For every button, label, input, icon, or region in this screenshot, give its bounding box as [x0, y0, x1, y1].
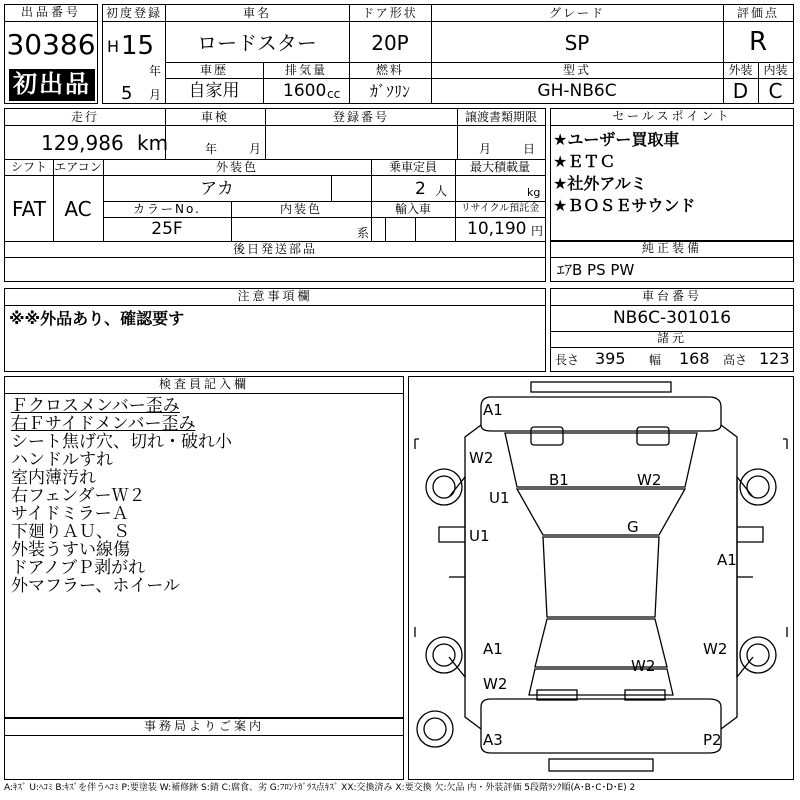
door-label: ドア形状 — [362, 6, 418, 20]
interior-score: C — [768, 79, 783, 103]
model-label: 車名 — [242, 6, 271, 20]
legend-footer: A:ｷｽﾞ U:ﾍｺﾐ B:ｷｽﾞを伴うﾍｺﾐ P:要塗装 W:補修跡 S:錆 C:腐食、劣 G:ﾌﾛﾝﾄｶﾞﾗｽ点ｷｽﾞ XX:交換済み X:要交換 欠:欠品 内・外装評価 5段階ﾗﾝｸ順(A･B･C･D･E) 2 — [4, 783, 636, 793]
displacement-unit: cc — [327, 87, 341, 101]
transfer-month-unit: 月 — [479, 142, 492, 156]
damage-mark: A1 — [483, 401, 503, 419]
damage-mark: U1 — [489, 489, 510, 507]
shift: FAT — [11, 197, 46, 221]
damage-mark: W2 — [631, 657, 656, 675]
equipment-value: ｴｱB PS PW — [557, 261, 635, 279]
fuel: ｶﾞｿﾘﾝ — [369, 82, 410, 101]
mileage-unit: km — [137, 131, 169, 155]
transfer-day-unit: 日 — [523, 142, 536, 156]
inspector-note: 外装うすい線傷 — [11, 540, 130, 560]
chassis-number: NB6C-301016 — [612, 308, 732, 328]
caution-text: ※※外品あり、確認要す — [9, 309, 185, 328]
color-no: 25F — [151, 219, 183, 239]
mileage-label: 走行 — [70, 110, 99, 124]
chassis-box — [550, 288, 794, 372]
width: 168 — [679, 349, 710, 368]
height: 123 — [759, 349, 790, 368]
exterior-label: 外装 — [728, 63, 753, 77]
damage-mark: W2 — [637, 471, 662, 489]
displacement: 1600 — [283, 81, 327, 101]
car-diagram — [409, 377, 793, 779]
history: 自家用 — [188, 81, 240, 101]
model-name: ロードスター — [197, 31, 317, 55]
inspector-note: シート焦げ穴、切れ・破れ小 — [11, 432, 232, 452]
inspector-note: ドアノブＰ剥がれ — [11, 558, 146, 578]
damage-mark: G — [627, 518, 639, 536]
score-label: 評価点 — [736, 6, 779, 20]
later-parts-label: 後日発送部品 — [232, 242, 317, 256]
interior-color-label: 内装色 — [279, 202, 322, 216]
lot-number-box — [4, 4, 98, 104]
inspector-label: 検査員記入欄 — [5, 377, 403, 394]
first-listing-badge — [9, 69, 95, 101]
sales-point-item: ★社外アルミ — [553, 174, 647, 193]
damage-mark: U1 — [469, 527, 490, 545]
damage-mark: A3 — [483, 731, 503, 749]
car-diagram-box — [408, 376, 794, 780]
lot-number-label: 出品番号 — [5, 5, 97, 22]
sales-points-list — [553, 129, 791, 217]
sales-point-item: ★ＢＯＳＥサウンド — [553, 196, 696, 215]
fuel-label: 燃料 — [375, 63, 404, 77]
exterior-color: アカ — [200, 179, 234, 199]
inspection-year-unit: 年 — [205, 142, 218, 156]
aircon-label: エアコン — [54, 160, 102, 174]
inspection-label: 車検 — [200, 110, 229, 124]
vehicle-info-table — [4, 108, 546, 282]
displacement-label: 排気量 — [284, 63, 327, 77]
spec-label: 諸元 — [551, 331, 793, 348]
color-label: 外装色 — [215, 160, 258, 174]
office-label: 事務局よりご案内 — [5, 719, 403, 736]
width-label: 幅 — [649, 353, 662, 367]
damage-mark: B1 — [549, 471, 569, 489]
inspector-note: 室内薄汚れ — [11, 468, 96, 488]
height-label: 高さ — [723, 353, 748, 367]
import-label: 輸入車 — [394, 202, 431, 216]
recycle-unit: 円 — [531, 224, 544, 238]
capacity: 2 — [415, 179, 426, 199]
type-label: 型式 — [562, 63, 591, 77]
overall-score: R — [748, 27, 768, 57]
damage-mark: A1 — [717, 551, 737, 569]
equipment-label: 純正装備 — [551, 241, 793, 258]
chassis-label: 車台番号 — [551, 289, 793, 306]
reg-year: 15 — [121, 31, 155, 61]
era: H — [107, 37, 120, 56]
grade-label: グレード — [548, 6, 605, 20]
office-box — [4, 718, 404, 780]
inspector-note: 外マフラー、ホイール — [11, 576, 180, 596]
caution-label: 注意事項欄 — [5, 289, 545, 306]
damage-mark: W2 — [703, 640, 728, 658]
sales-points-label: セールスポイント — [551, 109, 793, 126]
length-label: 長さ — [555, 353, 580, 367]
inspector-note: サイドミラーＡ — [11, 504, 129, 524]
interior-label: 内装 — [763, 63, 788, 77]
lot-number: 30386 — [6, 28, 96, 61]
first-listing-text: 初出品 — [13, 70, 91, 98]
sales-point-item: ★ＥＴＣ — [553, 152, 616, 171]
header-table — [102, 4, 794, 104]
inspector-box — [4, 376, 404, 718]
sales-points-box — [550, 108, 794, 242]
length: 395 — [595, 349, 626, 368]
damage-mark: P2 — [703, 731, 722, 749]
max-load-unit: kg — [527, 186, 541, 199]
capacity-unit: 人 — [435, 184, 448, 198]
interior-color-unit: 系 — [357, 226, 370, 240]
inspector-notes — [11, 397, 401, 595]
mileage: 129,986 — [41, 131, 124, 155]
inspector-note: 右Ｆサイドメンバー歪み — [11, 414, 196, 434]
damage-mark: A1 — [483, 640, 503, 658]
caution-box — [4, 288, 546, 372]
equipment-box — [550, 240, 794, 282]
year-unit: 年 — [149, 64, 162, 78]
inspector-note: 右フェンダーＷ２ — [11, 486, 146, 506]
transfer-doc-label: 譲渡書類期限 — [464, 110, 537, 124]
model-type: GH-NB6C — [537, 81, 617, 101]
reg-number-label: 登録番号 — [332, 110, 389, 124]
damage-mark: W2 — [469, 449, 494, 467]
inspection-month-unit: 月 — [249, 142, 262, 156]
inspector-note: 下廻りＡＵ、Ｓ — [11, 522, 130, 542]
inspector-note: Ｆクロスメンバー歪み — [11, 396, 180, 416]
damage-mark: W2 — [483, 675, 508, 693]
shift-label: シフト — [10, 160, 47, 174]
capacity-label: 乗車定員 — [388, 160, 437, 174]
exterior-score: D — [732, 79, 749, 103]
door-type: 20P — [371, 31, 409, 55]
month-unit: 月 — [149, 88, 162, 102]
max-load-label: 最大積載量 — [469, 160, 530, 174]
history-label: 車歴 — [199, 63, 228, 77]
grade: SP — [564, 31, 590, 55]
first-reg-label: 初度登録 — [105, 6, 162, 20]
recycle-label: リサイクル預託金 — [460, 203, 540, 214]
color-no-label: カラーNo. — [133, 202, 201, 216]
sales-point-item: ★ユーザー買取車 — [553, 130, 680, 149]
reg-month: 5 — [121, 83, 133, 104]
inspector-note: ハンドルすれ — [11, 450, 113, 470]
recycle-amount: 10,190 — [467, 219, 527, 239]
aircon: AC — [64, 197, 92, 221]
